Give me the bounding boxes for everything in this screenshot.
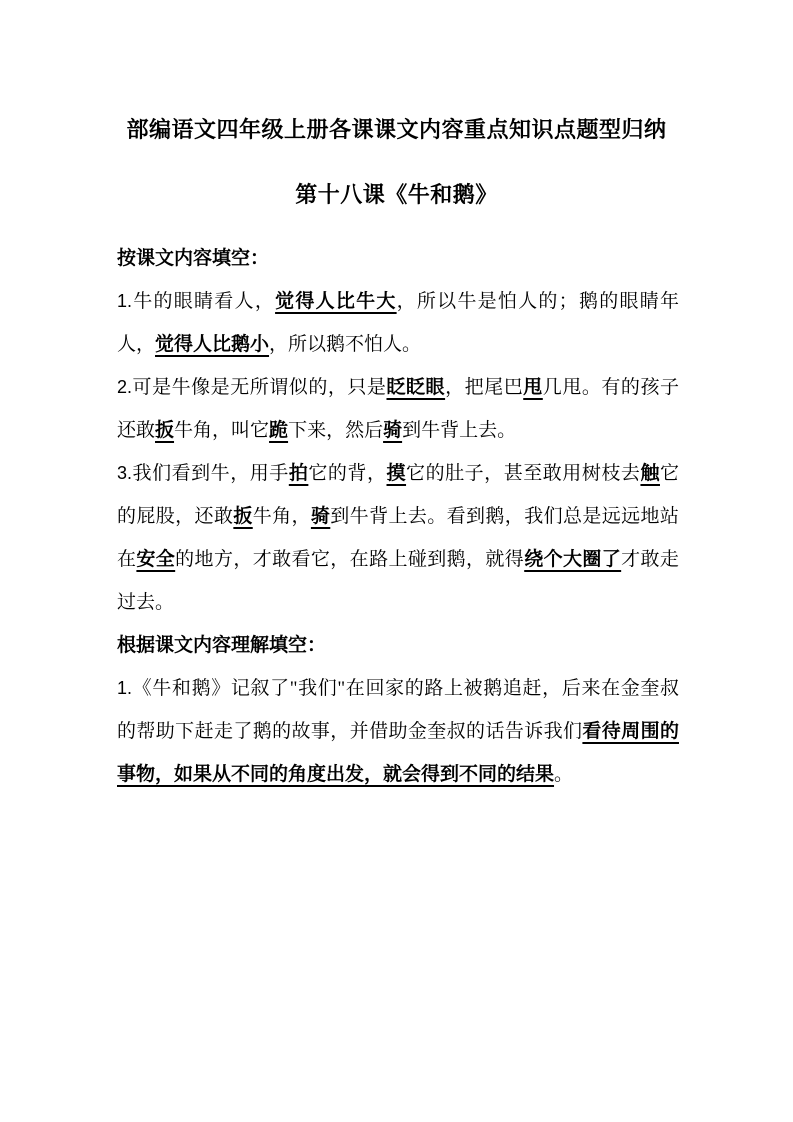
item-text: 可是牛像是无所谓似的，只是眨眨眼，把尾巴甩几甩。有的孩子还敢扳牛角，叫它跪下来，然后骑到牛背上去。	[117, 377, 679, 441]
item-number: 2.	[117, 377, 133, 397]
item-number: 1.	[117, 291, 133, 311]
paragraph-item-3	[117, 452, 679, 624]
item-number: 1.	[117, 678, 133, 698]
item-text: 我们看到牛，用手拍它的背，摸它的肚子，甚至敢用树枝去触它的屁股，还敢扳牛角，骑到牛背上去。看到鹅，我们总是远远地站在安全的地方，才敢看它，在路上碰到鹅，就得绕个大圈了才敢走过去。	[117, 463, 679, 613]
section-comprehension-fill-in	[117, 624, 679, 796]
section-heading: 根据课文内容理解填空：	[117, 635, 327, 656]
document-subtitle: 第十八课《牛和鹅》	[295, 182, 498, 207]
section-fill-in-by-text	[117, 237, 679, 624]
paragraph-item-1	[117, 667, 679, 796]
item-text: 牛的眼睛看人，觉得人比牛大，所以牛是怕人的；鹅的眼睛年人，觉得人比鹅小，所以鹅不怕人。	[117, 291, 679, 355]
document-title: 部编语文四年级上册各课课文内容重点知识点题型归纳	[126, 117, 667, 142]
item-text: 《牛和鹅》记叙了"我们"在回家的路上被鹅追赶，后来在金奎叔的帮助下赶走了鹅的故事，并借助金奎叔的话告诉我们看待周围的事物，如果从不同的角度出发，就会得到不同的结果。	[117, 678, 679, 785]
item-number: 3.	[117, 463, 133, 483]
document-body	[117, 237, 679, 796]
paragraph-item-1	[117, 280, 679, 366]
section-heading: 按课文内容填空：	[117, 248, 270, 269]
paragraph-item-2	[117, 366, 679, 452]
